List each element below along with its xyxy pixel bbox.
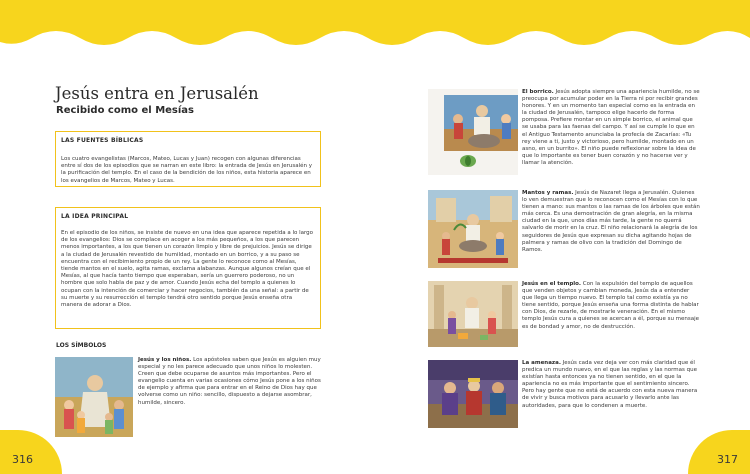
simbolo-text: Jesús adopta siempre una apariencia humilde, no se preocupa por acumular poder en la Tierra ni por recibir grandes honores. Y en un momento tan especial como es la entrada en la ciudad de Jerusalén, tampoco elige hacerlo de forma pomposa. Prefiere montar en un simple borrico, el animal que se usaba para las faenas del campo. Y así se cumple lo que en el Antiguo Testamento anunciaba la profecía de Zacarías: «Tu rey viene a ti, justo y victorioso, pero humilde, montado en un asno, en un burrito». El niño puede reflexionar sobre la idea de que lo importante es tener buen corazón y no hacerse ver y llamar la atención. — [522, 89, 700, 166]
simbolo-title: Mantos y ramas. — [522, 190, 574, 196]
simbolo-jesus-ninos — [138, 357, 322, 407]
simbolo-templo — [522, 281, 700, 331]
illustration-threat — [428, 360, 518, 428]
page-number-left: 316 — [12, 453, 33, 466]
simbolo-text: Los apóstoles saben que Jesús es alguien muy especial y no les parece adecuado que unos niños lo molesten. Creen que debe ocuparse de asuntos más importantes. Pero el evangelio cuenta en varias ocasiones cómo Jesús pone a los niños de ejemplo y afirma que para entrar en el Reino de Dios hay que volverse como un niño: sencillo, dispuesto a dejarse asombrar, humilde, sincero. — [138, 357, 321, 406]
simbolo-text: Jesús cada vez deja ver con más claridad que él predica un mundo nuevo, en el que las reglas y las normas que existían hasta entonces ya no tienen sentido, en el que la apariencia no es más importante que el sentimiento sincero. Pero hay gente que no está de acuerdo con esta nueva manera de vivir y busca motivos para acusarlo y llevarlo ante las autoridades, para que lo condenen a muerte. — [522, 360, 698, 409]
simbolo-title: El borrico. — [522, 89, 554, 95]
page-subtitle: Recibido como el Mesías — [56, 105, 195, 116]
simbolo-mantos-ramas — [522, 190, 700, 254]
simbolo-text: Con la expulsión del templo de aquellos que venden objetos y cambian moneda, Jesús da a entender que llega un tiempo nuevo. El templo tal como existía ya no tiene sentido, porque Jesús enseña una forma distinta de hablar con Dios, de rezarle, de mostrarle veneración. En el mismo templo Jesús cura a quienes se acercan a él, porque su mensaje es de bondad y amor, no de destrucción. — [522, 281, 700, 330]
simbolo-amenaza — [522, 360, 700, 410]
simbolo-title: La amenaza. — [522, 360, 561, 366]
simbolo-text: Jesús de Nazaret llega a Jerusalén. Quienes lo ven demuestran que lo reconocen como el Mesías con lo que tienen a mano: sus mantos o las ramas de los árboles que están más cerca. Es una demostración de gran alegría, en la misma ciudad en la que, unos días más tarde, la gente no querrá salvarlo de morir en la cruz. El niño relacionará la alegría de los seguidores de Jesús que expresan su dicha agitando hojas de palmera y ramas de olivo con la tradición del Domingo de Ramos. — [522, 190, 700, 253]
idea-heading: LA IDEA PRINCIPAL — [61, 213, 129, 220]
fuentes-text: Los cuatro evangelistas (Marcos, Mateo, Lucas y Juan) recogen con algunas diferencias entre sí dos de los episodios que se narran en este libro: la entrada de Jesús en Jerusalén y la purificación del templo. En el caso de la bendición de los niños, esta historia aparece en los evangelios de Marcos, Mateo y Lucas. — [61, 156, 312, 184]
page-title: Jesús entra en Jerusalén — [55, 84, 259, 103]
illustration-jesus-children — [55, 357, 133, 437]
page-corner-left — [0, 430, 62, 474]
illustration-cloaks-branches — [428, 190, 518, 268]
page-corner-right — [688, 430, 750, 474]
fuentes-biblicas-box — [55, 131, 321, 187]
simbolo-borrico — [522, 89, 700, 167]
yellow-wave-border — [0, 0, 750, 70]
simbolos-heading: LOS SÍMBOLOS — [56, 342, 107, 349]
idea-principal-box — [55, 207, 321, 329]
simbolo-title: Jesús en el templo. — [522, 281, 582, 287]
illustration-temple — [428, 281, 518, 347]
page-number-right: 317 — [717, 453, 738, 466]
idea-text: En el episodio de los niños, se insiste de nuevo en una idea que aparece repetida a lo largo de los evangelios: Dios se complace en acoger a los más pequeños, a los que parecen menos importantes, a los que tienen un corazón limpio y libre de prejuicios. Jesús se dirige a la ciudad de Jerusalén revestido de humildad, montado en un borrico, y a su paso se encuentra con el recibimiento propio de un rey. La gente lo reconoce como al Mesías, tiende mantos en el suelo, agita ramas, exclama alabanzas. Aunque algunos creían que el Mesías, al que hacía tanto tiempo que esperaban, sería un guerrero poderoso, no un hombre que solo habla de paz y de amor. Cuando Jesús echa del templo a quienes lo ocupan con la intención de comerciar y hacer negocios, también da una señal: a partir de su muerte y su resurrección el templo tendrá otro sentido porque Jesús enseña otra manera de adorar a Dios. — [61, 230, 314, 309]
fuentes-heading: LAS FUENTES BÍBLICAS — [61, 137, 144, 144]
illustration-donkey — [428, 89, 518, 175]
simbolo-title: Jesús y los niños. — [138, 357, 192, 363]
